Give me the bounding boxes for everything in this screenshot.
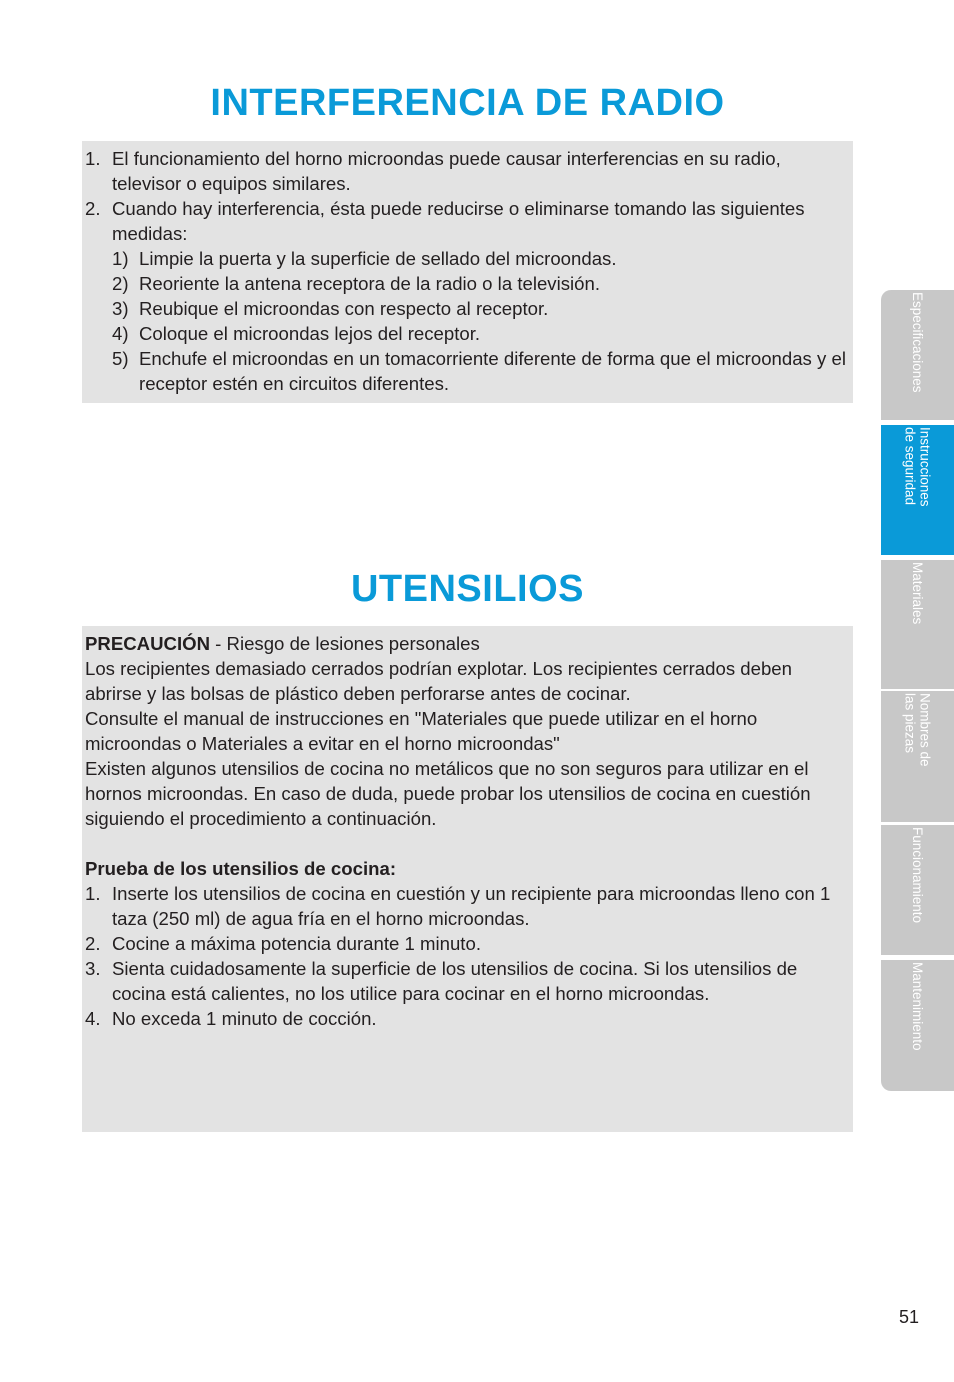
step-item: 3. Sienta cuidadosamente la superficie de los utensilios de cocina. Si los utensilios de cocina está calientes, no los utilice para cocinar en el horno microondas.	[85, 958, 798, 1004]
test-heading: Prueba de los utensilios de cocina:	[85, 858, 397, 879]
sub-list-item: 3) Reubique el microondas con respecto al receptor.	[112, 298, 549, 319]
tab-especificaciones[interactable]: Especificaciones	[881, 290, 954, 420]
tab-instrucciones-seguridad[interactable]: Instrucciones de seguridad	[881, 425, 954, 555]
paragraph: Los recipientes demasiado cerrados podrían explotar. Los recipientes cerrados deben abrirse y las bolsas de plástico deben perforarse antes de cocinar.	[85, 658, 792, 704]
sub-list-item: 2) Reoriente la antena receptora de la radio o la televisión.	[112, 273, 601, 294]
sub-list-item: 4) Coloque el microondas lejos del receptor.	[112, 323, 481, 344]
section-title-radio-interference: INTERFERENCIA DE RADIO	[210, 82, 725, 124]
list-item: 2. Cuando hay interferencia, ésta puede reducirse o eliminarse tomando las siguientes medidas:	[85, 198, 805, 244]
section-title-utensils: UTENSILIOS	[350, 568, 585, 610]
caution-line: PRECAUCIÓN - Riesgo de lesiones personales	[85, 633, 480, 654]
paragraph: Existen algunos utensilios de cocina no metálicos que no son seguros para utilizar en el hornos microondas. En caso de duda, puede probar los utensilios de cocina en cuestión siguiendo el procedimiento a continuación.	[85, 758, 811, 829]
tab-materiales[interactable]: Materiales	[881, 560, 954, 689]
radio-interference-box	[82, 141, 853, 403]
utensils-box	[82, 626, 853, 1132]
step-item: 1. Inserte los utensilios de cocina en cuestión y un recipiente para microondas lleno con 1 taza (250 ml) de agua fría en el horno microondas.	[85, 883, 831, 929]
caution-label: PRECAUCIÓN	[85, 633, 210, 654]
page-number: 51	[899, 1307, 920, 1327]
tab-nombres-piezas[interactable]: Nombres de las piezas	[881, 691, 954, 822]
tab-mantenimiento[interactable]: Mantenimiento	[881, 960, 954, 1091]
list-item: 1. El funcionamiento del horno microondas puede causar interferencias en su radio, televisor o equipos similares.	[85, 148, 781, 194]
tab-funcionamiento[interactable]: Funcionamiento	[881, 825, 954, 955]
step-item: 4. No exceda 1 minuto de cocción.	[85, 1008, 377, 1029]
sub-list-item: 5) Enchufe el microondas en un tomacorriente diferente de forma que el microondas y el receptor estén en circuitos diferentes.	[112, 348, 846, 394]
step-item: 2. Cocine a máxima potencia durante 1 minuto.	[85, 933, 481, 954]
paragraph: Consulte el manual de instrucciones en "Materiales que puede utilizar en el horno microondas o Materiales a evitar en el horno microondas"	[85, 708, 758, 754]
sub-list-item: 1) Limpie la puerta y la superficie de sellado del microondas.	[112, 248, 617, 269]
